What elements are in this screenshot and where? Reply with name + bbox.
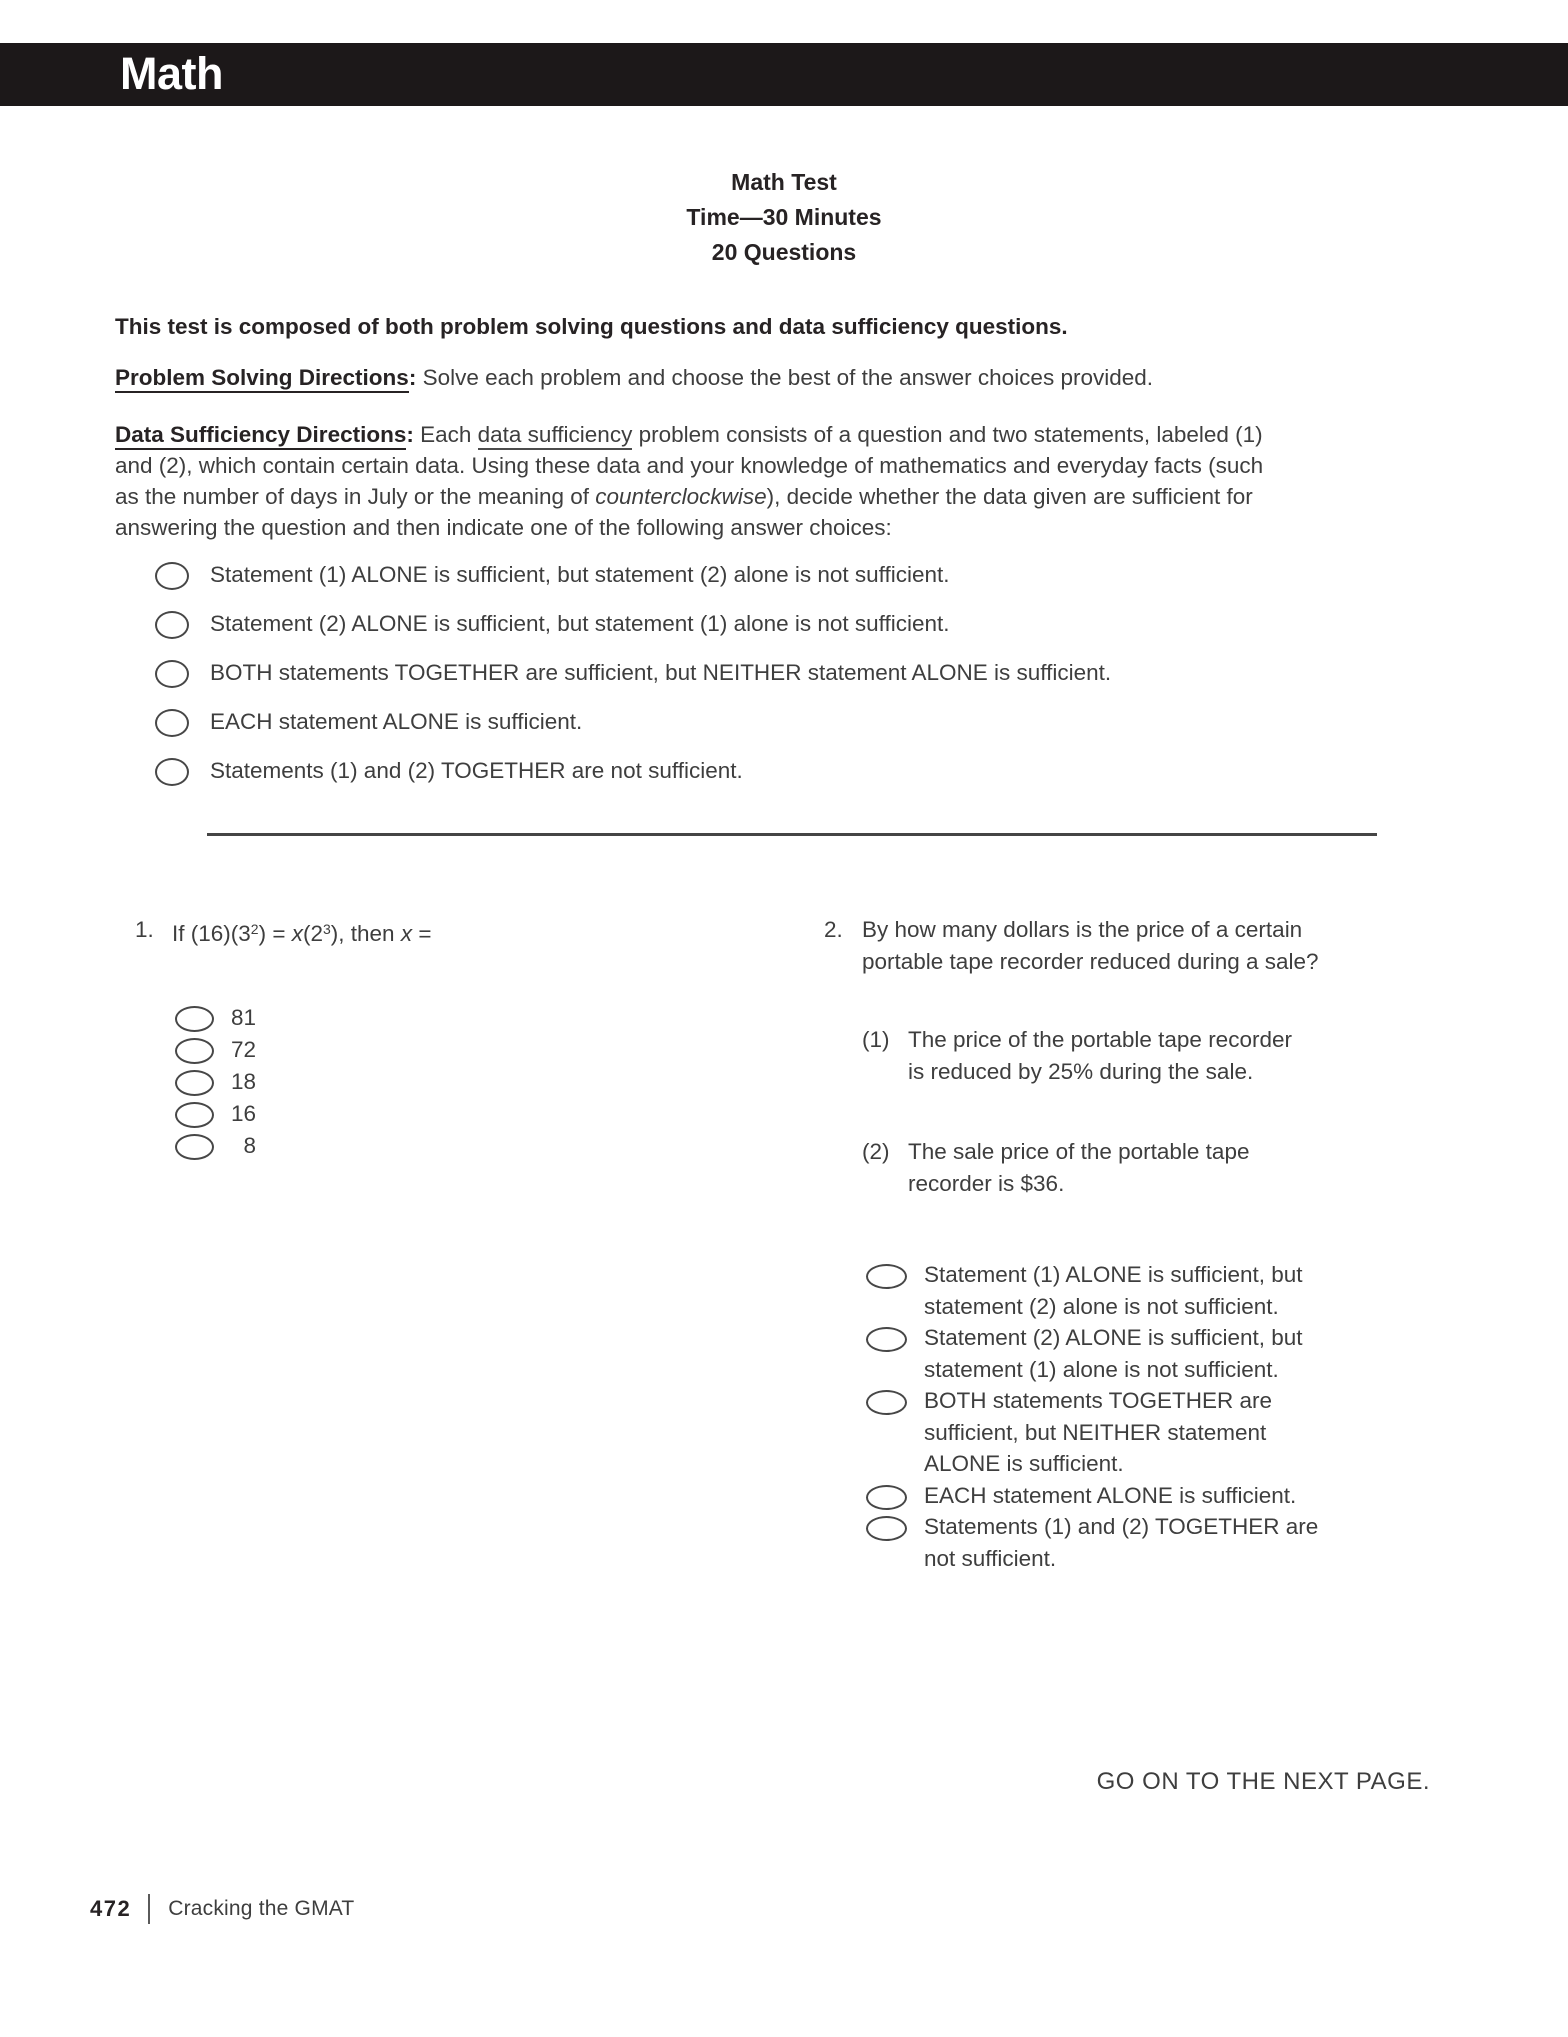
question-number: 1. — [135, 917, 154, 942]
answer-bubble[interactable] — [175, 1070, 214, 1096]
statement-text-line: The price of the portable tape recorder — [908, 1027, 1292, 1052]
answer-choice-text: Statements (1) and (2) TOGETHER are not sufficient. — [210, 758, 743, 783]
exponent: 2 — [250, 921, 259, 937]
book-title: Cracking the GMAT — [168, 1897, 355, 1920]
answer-choice-text — [924, 1511, 1318, 1574]
variable-x: x — [291, 921, 303, 946]
go-on-notice: GO ON TO THE NEXT PAGE. — [1096, 1768, 1430, 1795]
test-question-count: 20 Questions — [711, 239, 857, 265]
answer-choice-value: 72 — [230, 1037, 256, 1062]
choice-line: statement (1) alone is not sufficient. — [924, 1356, 1279, 1382]
statement-text-line: The sale price of the portable tape — [908, 1139, 1250, 1164]
answer-choice-row — [824, 1511, 1464, 1574]
answer-choice-text — [924, 1322, 1303, 1385]
q1-text: (2 — [302, 921, 323, 946]
answer-choice-text — [924, 1259, 1303, 1322]
answer-choice-row — [824, 1259, 1464, 1322]
answer-choice-text: BOTH statements TOGETHER are sufficient, but NEITHER statement ALONE is sufficient. — [210, 660, 1112, 685]
answer-choice-row — [824, 1322, 1464, 1385]
answer-choice-value: 81 — [230, 1005, 256, 1030]
answer-choice-row — [115, 706, 1452, 737]
ds-text: Each — [413, 422, 478, 447]
answer-choice-row — [175, 1066, 695, 1098]
colon: : — [408, 365, 417, 390]
choice-line: Statement (2) ALONE is sufficient, but — [924, 1325, 1303, 1350]
choice-line: ALONE is sufficient. — [924, 1451, 1124, 1476]
statement-text — [908, 1024, 1464, 1087]
choice-line: Statements (1) and (2) TOGETHER are — [924, 1514, 1319, 1539]
answer-bubble[interactable] — [155, 758, 189, 786]
answer-bubble[interactable] — [866, 1516, 907, 1541]
answer-choice-row — [115, 559, 1452, 590]
answer-bubble[interactable] — [155, 709, 189, 737]
test-time: Time—30 Minutes — [686, 204, 882, 230]
ds-text: as the number of days in July or the meaning of — [115, 484, 596, 509]
chapter-header-bar — [0, 43, 1568, 106]
choice-line: not sufficient. — [924, 1545, 1057, 1571]
choice-line: EACH statement ALONE is sufficient. — [924, 1482, 1297, 1508]
variable-x: x — [400, 921, 413, 946]
answer-choice-text: Statement (1) ALONE is sufficient, but statement (2) alone is not sufficient. — [210, 562, 950, 587]
ds-line-2: and (2), which contain certain data. Using these data and your knowledge of mathematics and everyday facts (such — [115, 453, 1264, 478]
question-1-choices — [175, 1002, 695, 1162]
test-header — [0, 165, 1568, 270]
statement-text — [908, 1136, 1464, 1199]
answer-bubble[interactable] — [866, 1390, 907, 1415]
answer-bubble[interactable] — [155, 611, 189, 639]
choice-line: statement (2) alone is not sufficient. — [924, 1293, 1279, 1319]
choice-line: BOTH statements TOGETHER are — [924, 1388, 1273, 1413]
statement-2 — [862, 1136, 1464, 1199]
q1-text: If (16)(3 — [172, 921, 251, 946]
ds-line-3 — [115, 481, 1452, 512]
question-1-stem — [135, 914, 695, 949]
question-text-line: portable tape recorder reduced during a sale? — [862, 948, 1319, 974]
question-2-choices — [824, 1259, 1464, 1574]
answer-bubble[interactable] — [866, 1327, 907, 1352]
answer-choice-text: Statement (2) ALONE is sufficient, but statement (1) alone is not sufficient. — [210, 611, 950, 636]
answer-bubble[interactable] — [155, 660, 189, 688]
answer-choice-value: 16 — [230, 1101, 256, 1126]
q1-text: = — [412, 921, 432, 946]
ds-line-4: answering the question and then indicate one of the following answer choices: — [115, 515, 892, 540]
test-title: Math Test — [731, 169, 837, 195]
answer-choice-row — [824, 1480, 1464, 1512]
statement-label: (1) — [862, 1027, 890, 1052]
answer-choice-row — [175, 1034, 695, 1066]
answer-bubble[interactable] — [175, 1006, 214, 1032]
answer-bubble[interactable] — [866, 1264, 907, 1289]
statement-1 — [862, 1024, 1464, 1087]
answer-choice-row — [115, 657, 1452, 688]
ds-text: ), decide whether the data given are sufficient for — [766, 484, 1253, 509]
page-footer — [90, 1893, 354, 1925]
directions-section — [115, 311, 1452, 804]
page-number: 472 — [90, 1896, 132, 1921]
answer-bubble[interactable] — [155, 562, 189, 590]
question-text — [862, 914, 1464, 977]
answer-choice-row — [175, 1098, 695, 1130]
answer-bubble[interactable] — [175, 1134, 214, 1160]
problem-solving-directions-text: Solve each problem and choose the best of the answer choices provided. — [416, 365, 1154, 390]
question-2 — [824, 914, 1464, 1574]
q1-text: ), then — [330, 921, 401, 946]
problem-solving-directions — [115, 362, 1452, 393]
question-2-stem — [824, 914, 1464, 977]
chapter-title: Math — [120, 48, 223, 99]
problem-solving-directions-label: Problem Solving Directions — [115, 365, 409, 393]
statement-text-line: recorder is $36. — [908, 1170, 1065, 1196]
answer-bubble[interactable] — [175, 1038, 214, 1064]
answer-choice-row — [175, 1002, 695, 1034]
directions-answer-choices — [115, 559, 1452, 786]
answer-choice-row — [115, 608, 1452, 639]
statement-label: (2) — [862, 1139, 890, 1164]
answer-choice-text — [924, 1385, 1272, 1480]
question-1 — [135, 914, 695, 1162]
data-sufficiency-directions-label: Data Sufficiency Directions — [115, 422, 406, 450]
answer-bubble[interactable] — [866, 1485, 907, 1510]
ds-italic-term: counterclockwise — [595, 484, 767, 509]
answer-choice-value: 18 — [230, 1069, 256, 1094]
ds-line-1 — [115, 419, 1452, 450]
question-text-line: By how many dollars is the price of a certain — [862, 917, 1303, 942]
statement-text-line: is reduced by 25% during the sale. — [908, 1058, 1254, 1084]
question-number: 2. — [824, 917, 843, 942]
answer-bubble[interactable] — [175, 1102, 214, 1128]
answer-choice-row — [115, 755, 1452, 786]
data-sufficiency-directions — [115, 419, 1452, 543]
answer-choice-text — [924, 1480, 1296, 1512]
question-text — [172, 914, 695, 949]
choice-line: Statement (1) ALONE is sufficient, but — [924, 1262, 1303, 1287]
test-intro: This test is composed of both problem solving questions and data sufficiency questions. — [115, 314, 1068, 339]
exponent: 3 — [322, 921, 331, 937]
answer-choice-text: EACH statement ALONE is sufficient. — [210, 709, 583, 734]
section-divider-line — [207, 833, 1377, 836]
footer-divider — [148, 1894, 150, 1924]
choice-line: sufficient, but NEITHER statement — [924, 1419, 1267, 1445]
q1-text: ) = — [258, 921, 292, 946]
ds-text: problem consists of a question and two statements, labeled (1) — [632, 422, 1263, 447]
colon: : — [406, 422, 414, 447]
ds-underlined-term: data sufficiency — [478, 422, 633, 450]
answer-choice-row — [175, 1130, 695, 1162]
answer-choice-row — [824, 1385, 1464, 1480]
answer-choice-value: 8 — [243, 1133, 256, 1158]
